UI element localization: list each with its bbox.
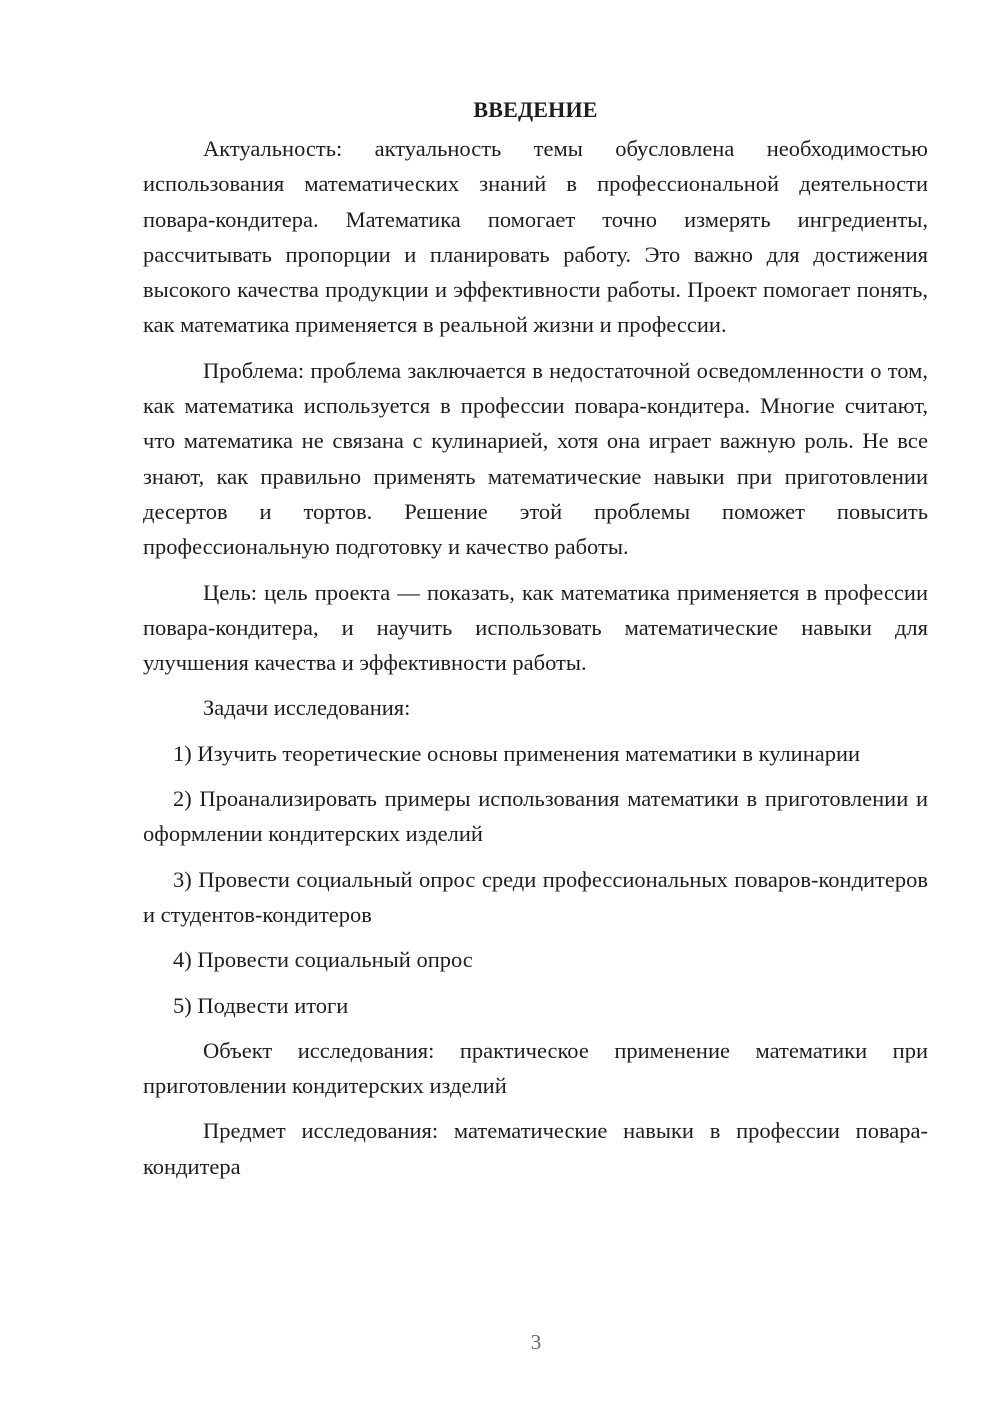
list-item: 5) Подвести итоги [173,992,349,1018]
list-item: 2) Проанализировать примеры использования математики в приготовлении и оформлении кондитерских изделий [143,786,928,847]
tasks-list [143,736,928,1023]
goal-paragraph: Цель: цель проекта — показать, как математика применяется в профессии повара-кондитера, и научить использовать математические навыки для улучшения качества и эффективности работы. [143,579,928,676]
document-page [143,92,928,1194]
list-item: 1) Изучить теоретические основы применения математики в кулинарии [173,740,861,766]
tasks-heading: Задачи исследования: [203,695,411,721]
relevance-paragraph: Актуальность: актуальность темы обусловлена необходимостью использования математических знаний в профессиональной деятельности повара-кондитера. Математика помогает точно измерять ингредиенты, рассчитывать пропорции и планировать работу. Это важно для достижения высокого качества продукции и эффективности работы. Проект помогает понять, как математика применяется в реальной жизни и профессии. [143,136,928,338]
problem-paragraph: Проблема: проблема заключается в недостаточной осведомленности о том, как математика используется в профессии повара-кондитера. Многие считают, что математика не связана с кулинарией, хотя она играет важную роль. Не все знают, как правильно применять математические навыки при приготовлении десертов и тортов. Решение этой проблемы поможет повысить профессиональную подготовку и качество работы. [143,357,928,560]
list-item: 3) Провести социальный опрос среди профессиональных поваров-кондитеров и студентов-кондитеров [143,866,928,927]
list-item: 4) Провести социальный опрос [173,947,473,973]
page-title: ВВЕДЕНИЕ [473,97,598,122]
page-number: 3 [530,1330,542,1354]
subject-paragraph: Предмет исследования: математические навыки в профессии повара-кондитера [143,1118,928,1179]
object-paragraph: Объект исследования: практическое применение математики при приготовлении кондитерских изделий [143,1037,928,1099]
